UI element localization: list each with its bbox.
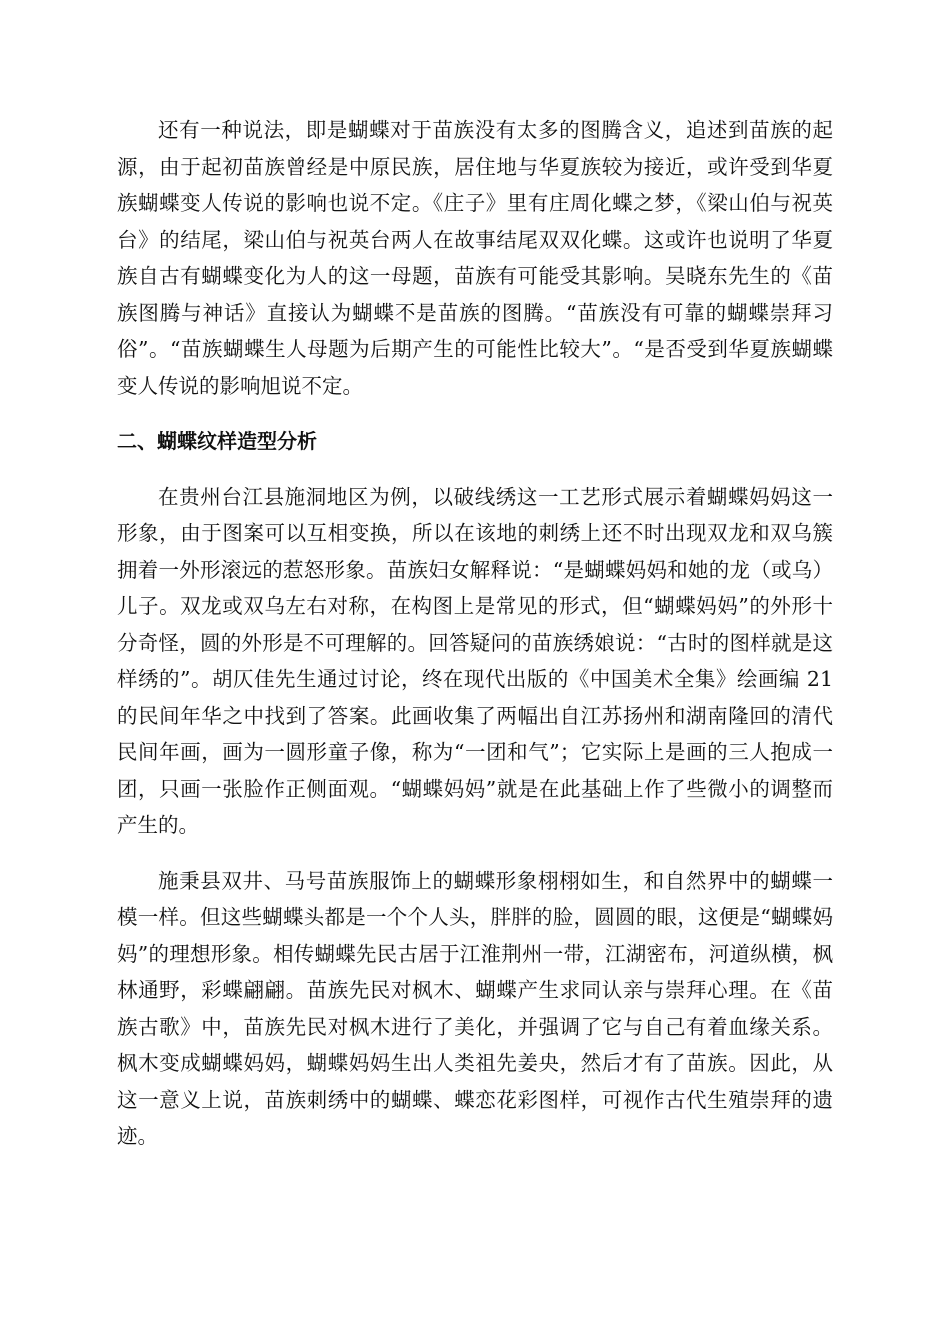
paragraph-shibing-butterfly: 施秉县双井、马号苗族服饰上的蝴蝶形象栩栩如生，和自然界中的蝴蝶一模一样。但这些蝴蝶头都是一个个人头，胖胖的脸，圆圆的眼，这便是“蝴蝶妈妈”的理想形象。相传蝴蝶先民古居于江淮荆州一带，江湖密布，河道纵横，枫林通野，彩蝶翩翩。苗族先民对枫木、蝴蝶产生求同认亲与崇拜心理。在《苗族古歌》中，苗族先民对枫木进行了美化，并强调了它与自己有着血缘关系。枫木变成蝴蝶妈妈，蝴蝶妈妈生出人类祖先姜央，然后才有了苗族。因此，从这一意义上说，苗族刺绣中的蝴蝶、蝶恋花彩图样，可视作古代生殖崇拜的遗迹。 — [117, 868, 833, 1148]
document-body — [117, 112, 833, 1155]
paragraph-shidong-embroidery: 在贵州台江县施洞地区为例，以破线绣这一工艺形式展示着蝴蝶妈妈这一形象，由于图案可以互相变换，所以在该地的刺绣上还不时出现双龙和双乌簇拥着一外形滚远的惹怒形象。苗族妇女解释说：“是蝴蝶妈妈和她的龙（或乌）儿子。双龙或双乌左右对称，在构图上是常见的形式，但“蝴蝶妈妈”的外形十分奇怪，圆的外形是不可理解的。回答疑问的苗族绣娘说：“古时的图样就是这样绣的”。胡仄佳先生通过讨论，终在现代出版的《中国美术全集》绘画编 21 的民间年华之中找到了答案。此画收集了两幅出自江苏扬州和湖南隆回的清代民间年画，画为一圆形童子像，称为“一团和气”；它实际上是画的三人抱成一团，只画一张脸作正侧面观。“蝴蝶妈妈”就是在此基础上作了些微小的调整而产生的。 — [117, 484, 833, 837]
paragraph-totem-origin: 还有一种说法，即是蝴蝶对于苗族没有太多的图腾含义，追述到苗族的起源，由于起初苗族曾经是中原民族，居住地与华夏族较为接近，或许受到华夏族蝴蝶变人传说的影响也说不定。《庄子》里有庄周化蝶之梦，《梁山伯与祝英台》的结尾，梁山伯与祝英台两人在故事结尾双双化蝶。这或许也说明了华夏族自古有蝴蝶变化为人的这一母题，苗族有可能受其影响。吴晓东先生的《苗族图腾与神话》直接认为蝴蝶不是苗族的图腾。“苗族没有可靠的蝴蝶崇拜习俗”。“苗族蝴蝶生人母题为后期产生的可能性比较大”。“是否受到华夏族蝴蝶变人传说的影响旭说不定。 — [117, 118, 833, 398]
section-heading: 二、蝴蝶纹样造型分析 — [117, 429, 317, 453]
